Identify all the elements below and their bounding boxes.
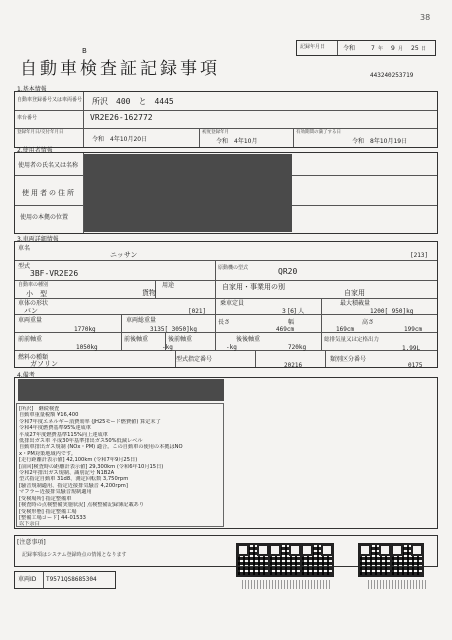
barcode-strip-1 — [242, 580, 330, 589]
notes-line: 令和7年度エネルギー消費効率 (JH25モード燃費値) 算定末了 — [19, 418, 161, 425]
redacted-user-info — [84, 154, 292, 232]
record-date-box — [296, 40, 436, 56]
capacity-value: 3 [6] 人 — [282, 308, 305, 315]
displacement-label: 総排気量又は定格出力 — [324, 337, 380, 343]
front-rear-axle-label: 前後軸重 — [124, 336, 149, 343]
notes-line: [騒音規制適用、指定近接排気騒音 4,200rpm] — [19, 482, 128, 489]
section3-header: 3.車両詳細情報 — [17, 236, 59, 243]
fuel-type-value: ガソリン — [30, 360, 58, 368]
vehicle-type-value: 小 型 — [26, 290, 47, 298]
height-value: 199cm — [404, 326, 423, 333]
record-date-year: 7 — [371, 45, 375, 52]
record-date-month: 9 — [391, 45, 395, 52]
notes-line: [走行距離計表示値] 42,100km (令和7年9月25日) — [19, 457, 138, 464]
rear-front-axle-value: -kg — [226, 344, 237, 351]
gross-weight-label: 車両総重量 — [126, 317, 157, 324]
fuel-type-label: 燃料の種類 — [18, 354, 49, 361]
notes-line: [所沢] 継続検査 — [19, 406, 60, 412]
height-label: 高さ — [362, 319, 375, 326]
displacement-value: 1.99L — [402, 345, 421, 352]
document-title: 自動車検査証記録事項 — [20, 59, 220, 79]
page-number: 38 — [420, 13, 431, 22]
rear-rear-axle-value: 720kg — [288, 344, 307, 351]
capacity-label: 乗車定員 — [220, 300, 245, 307]
qr-code-2 — [268, 543, 302, 577]
body-shape-code: [021] — [188, 308, 207, 315]
body-shape-label: 車体の形状 — [18, 300, 49, 307]
front-front-axle-label: 前前軸重 — [18, 336, 43, 343]
reg-number-label: 自動車登録番号又は車両番号 — [17, 97, 83, 103]
record-date-day: 25 — [411, 45, 419, 52]
model-value: 3BF-VR2E26 — [30, 269, 79, 278]
vehicle-id-label: 車両ID — [18, 576, 37, 583]
record-date-day-unit: 日 — [421, 46, 427, 52]
reg-number-value: 所沢 400 と 4445 — [92, 97, 174, 106]
user-name-label: 使用者の氏名又は名称 — [18, 162, 79, 169]
qr-code-1 — [236, 543, 270, 577]
make-code: [213] — [410, 252, 429, 259]
type-number-label: 型式指定番号 — [176, 356, 213, 363]
notes-line: 自動車重量税額 ¥16,400 — [19, 412, 79, 419]
user-address-label: 使用者の住所 — [22, 189, 76, 197]
length-label: 長さ — [218, 319, 231, 326]
redacted-notes-top — [18, 379, 224, 401]
notes-line: [整備工場コード] 44-01533 — [19, 514, 86, 521]
usage-value: 貨物 — [142, 289, 156, 297]
first-reg-label: 登録年月日/交付年月日 — [17, 130, 64, 135]
vehicle-type-label: 自動車の種別 — [18, 282, 49, 288]
usage-label: 用途 — [162, 282, 175, 289]
gross-weight-value: 3135[ 3050]kg — [150, 326, 197, 333]
document-number: 443240253719 — [370, 72, 414, 79]
expiry-value: 令和 8年10月19日 — [352, 138, 408, 145]
notes-list — [19, 406, 223, 528]
qr-code-5 — [390, 543, 424, 577]
length-value: 469cm — [276, 326, 295, 333]
notes-line: 令和2年排出ガス規制、識別記号 N1B2A — [19, 470, 115, 477]
engine-model-value: QR20 — [278, 267, 298, 276]
class-number-value: 0175 — [408, 362, 423, 369]
max-load-label: 最大積載量 — [340, 300, 371, 307]
vehicle-id-value: T9571QS8685304 — [46, 576, 97, 583]
qr-code-4 — [358, 543, 392, 577]
notes-line: マフラー近接排気騒音規制適用 — [19, 489, 92, 496]
vehicle-weight-value: 1770kg — [74, 326, 96, 333]
barcode-strip-2 — [368, 580, 428, 589]
notice-text: 記録事項はシステム登録時点の情報となります — [22, 552, 127, 558]
notes-line: 低排出ガス車 平成30年基準排出ガス50%低減レベル — [19, 438, 143, 445]
qr-code-3 — [300, 543, 334, 577]
notice-header: [注意事項] — [17, 539, 46, 546]
owner-type-label: 自家用・事業用の別 — [222, 283, 285, 291]
make-value: ニッサン — [110, 251, 138, 259]
type-number-value: 20216 — [284, 362, 303, 369]
form-letter: B — [82, 47, 87, 55]
record-date-era: 令和 — [343, 45, 356, 52]
notes-line: [受検場所] 指定整備車 — [19, 495, 72, 502]
notes-line: [受検形態] 指定整備工場 — [19, 508, 77, 515]
notes-line: x・PM対策地域内です。 — [19, 450, 76, 457]
notes-line: 型式指定自動車 31d8、測定回転数 3,750rpm — [19, 476, 129, 483]
rear-rear-axle-label: 後後軸重 — [236, 336, 261, 343]
body-shape-value: バン — [24, 307, 38, 315]
notes-line: 以下余白 — [19, 521, 40, 528]
chassis-number-label: 車台番号 — [17, 115, 38, 121]
record-date-month-unit: 月 — [398, 46, 404, 52]
rear-front-axle-label: 後前軸重 — [168, 336, 193, 343]
first-year-value: 令和 4年10月 — [216, 138, 258, 145]
notes-line: 平成27年度燃費基準115%向上達成車 — [19, 431, 108, 438]
first-reg-value: 令和 4年10月20日 — [92, 136, 148, 143]
model-label: 型式 — [18, 263, 31, 270]
section2-header: 2.使用者情報 — [17, 147, 53, 154]
width-label: 幅 — [288, 319, 295, 326]
notes-line: [検査時の点検整備実施状況] 点検整備記録簿記載あり — [19, 502, 145, 509]
chassis-number-value: VR2E26-162772 — [90, 113, 153, 122]
max-load-value: 1200[ 950]kg — [370, 308, 414, 315]
front-front-axle-value: 1050kg — [76, 344, 98, 351]
section1-header: 1.基本情報 — [17, 86, 47, 93]
notes-line: 令和4年度燃費基準95%達成車 — [19, 425, 91, 432]
record-date-year-unit: 年 — [378, 46, 384, 52]
base-location-label: 使用の本拠の位置 — [20, 214, 69, 221]
width-value: 169cm — [336, 326, 355, 333]
expiry-label: 有効期間の満了する日 — [296, 130, 341, 135]
owner-type-value: 自家用 — [344, 289, 365, 297]
front-rear-axle-value: -kg — [162, 344, 173, 351]
section4-header: 4.備考 — [17, 372, 35, 379]
vehicle-weight-label: 車両重量 — [18, 317, 43, 324]
class-number-label: 類別区分番号 — [330, 356, 367, 363]
engine-model-label: 原動機の型式 — [218, 265, 249, 271]
make-label: 車名 — [18, 245, 31, 252]
record-date-label: 記録年月日 — [300, 44, 326, 50]
notes-line: 自動車排出ガス規制 (NOx・PM) 適合。この自動車の使用の本拠はNO — [19, 444, 183, 451]
first-year-label: 初度登録年月 — [202, 130, 229, 135]
notes-line: [前回]検査時の距離計表示値] 29,300km (令和6年10月15日) — [19, 463, 164, 470]
